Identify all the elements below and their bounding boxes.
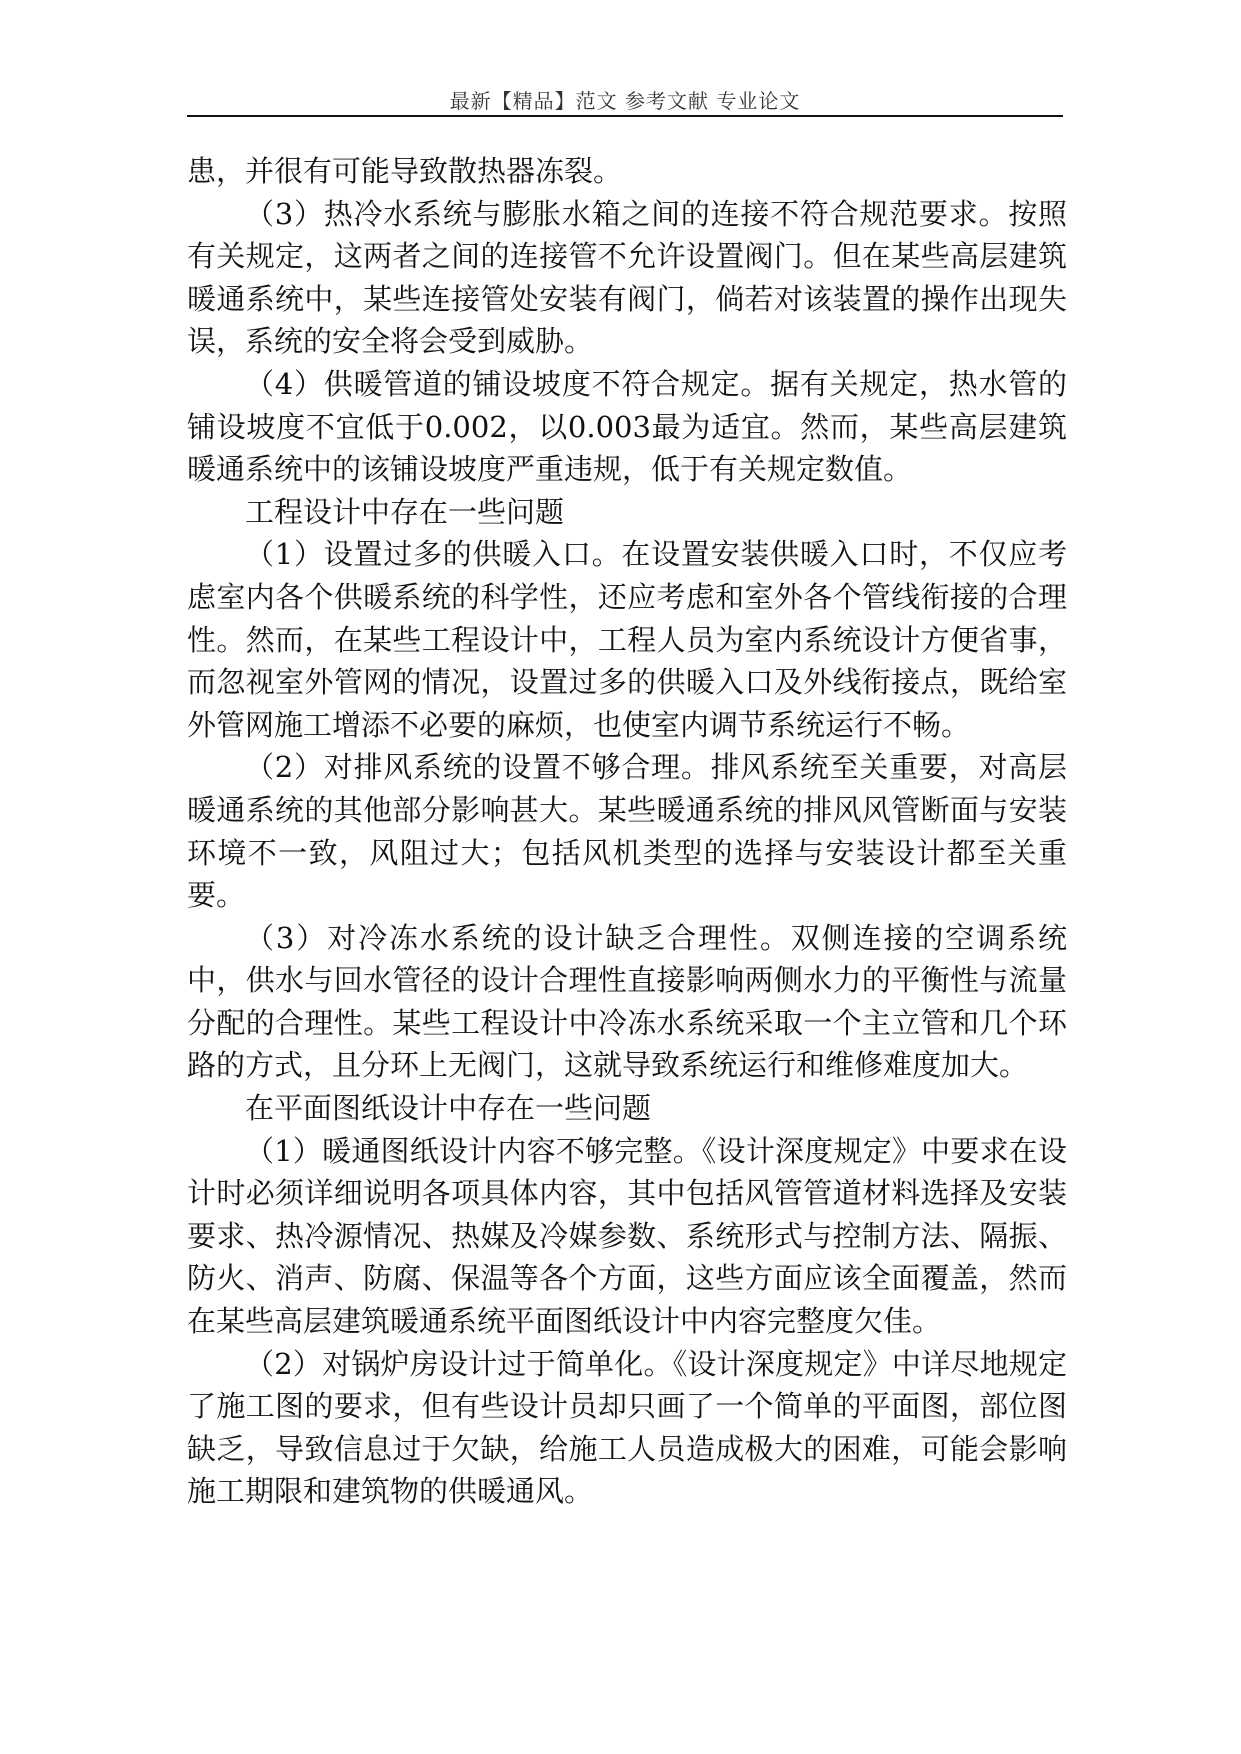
section-heading: 工程设计中存在一些问题 xyxy=(245,494,565,529)
header-divider xyxy=(187,115,1063,117)
section-heading: 在平面图纸设计中存在一些问题 xyxy=(245,1091,652,1126)
document-body xyxy=(187,150,1067,1513)
paragraph: （2）对排风系统的设置不够合理。排风系统至关重要，对高层暖通系统的其他部分影响甚大。某些暖通系统的排风风管断面与安装环境不一致，风阻过大；包括风机类型的选择与安装设计都至关重要。 xyxy=(187,750,1067,913)
page-header: 最新【精品】范文 参考文献 专业论文 xyxy=(449,89,801,113)
paragraph: （2）对锅炉房设计过于简单化。《设计深度规定》中详尽地规定了施工图的要求，但有些设计员却只画了一个简单的平面图，部位图缺乏，导致信息过于欠缺，给施工人员造成极大的困难，可能会影响施工期限和建筑物的供暖通风。 xyxy=(187,1346,1067,1509)
paragraph: 患，并很有可能导致散热器冻裂。 xyxy=(187,154,623,188)
paragraph: （3）热冷水系统与膨胀水箱之间的连接不符合规范要求。按照有关规定，这两者之间的连接管不允许设置阀门。但在某些高层建筑暖通系统中，某些连接管处安装有阀门，倘若对该装置的操作出现失误，系统的安全将会受到威胁。 xyxy=(187,196,1067,359)
paragraph: （3）对冷冻水系统的设计缺乏合理性。双侧连接的空调系统中，供水与回水管径的设计合理性直接影响两侧水力的平衡性与流量分配的合理性。某些工程设计中冷冻水系统采取一个主立管和几个环路的方式，且分环上无阀门，这就导致系统运行和维修难度加大。 xyxy=(187,920,1067,1083)
paragraph: （4）供暖管道的铺设坡度不符合规定。据有关规定，热水管的铺设坡度不宜低于0.002，以0.003最为适宜。然而，某些高层建筑暖通系统中的该铺设坡度严重违规，低于有关规定数值。 xyxy=(187,366,1067,487)
paragraph: （1）暖通图纸设计内容不够完整。《设计深度规定》中要求在设计时必须详细说明各项具体内容，其中包括风管管道材料选择及安装要求、热冷源情况、热媒及冷媒参数、系统形式与控制方法、隔振、防火、消声、防腐、保温等各个方面，这些方面应该全面覆盖，然而在某些高层建筑暖通系统平面图纸设计中内容完整度欠佳。 xyxy=(187,1133,1067,1339)
paragraph: （1）设置过多的供暖入口。在设置安装供暖入口时，不仅应考虑室内各个供暖系统的科学性，还应考虑和室外各个管线衔接的合理性。然而，在某些工程设计中，工程人员为室内系统设计方便省事，而忽视室外管网的情况，设置过多的供暖入口及外线衔接点，既给室外管网施工增添不必要的麻烦，也使室内调节系统运行不畅。 xyxy=(187,537,1067,742)
